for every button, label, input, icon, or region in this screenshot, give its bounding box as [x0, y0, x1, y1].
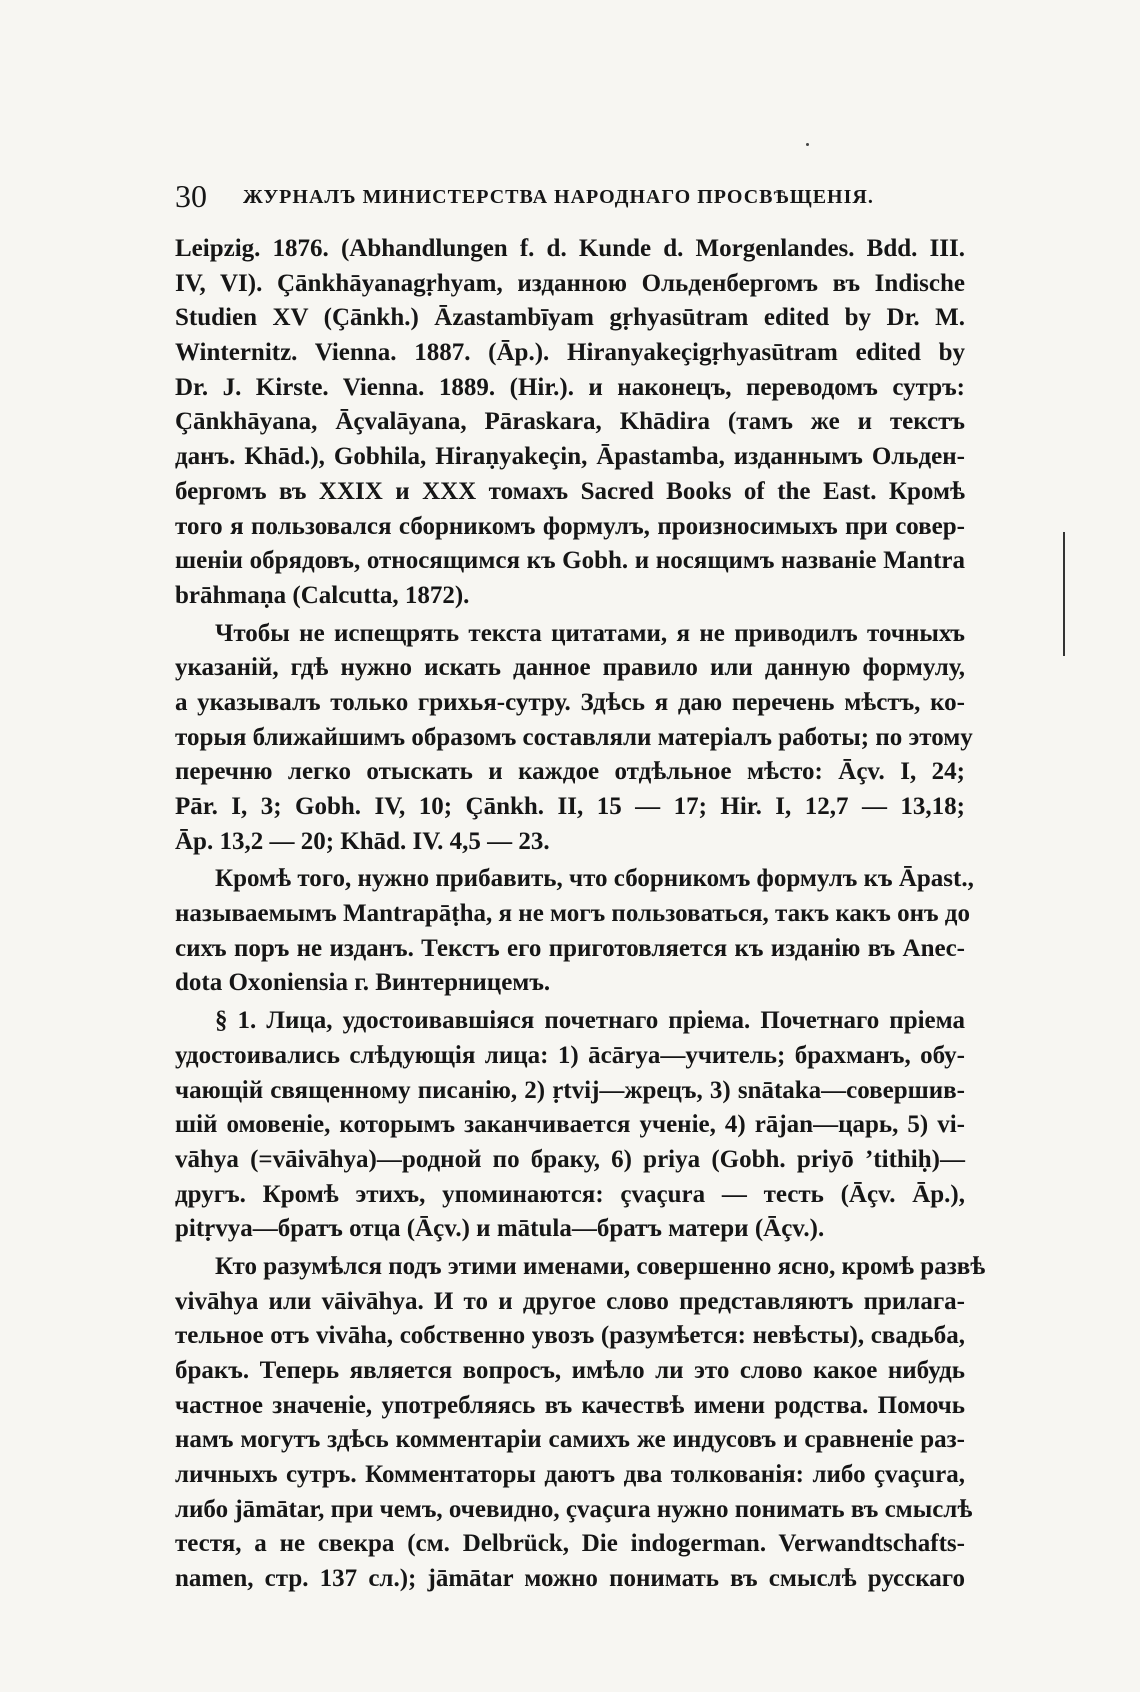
text-line: Studien XV (Çānkh.) Āzastambīyam gṛhyasūtram edited by Dr. M.: [175, 304, 965, 332]
text-line: IV, VI). Çānkhāyanagṛhyam, изданною Ольденбергомъ въ Indische: [175, 269, 965, 297]
text-line: Чтобы не испещрять текста цитатами, я не приводилъ точныхъ: [215, 619, 965, 647]
text-line: либо jāmātar, при чемъ, очевидно, çvaçura нужно понимать въ смыслѣ: [175, 1495, 973, 1523]
text-line: Çānkhāyana, Āçvalāyana, Pāraskara, Khādira (тамъ же и текстъ: [175, 408, 965, 436]
text-line: тельное отъ vivāha, собственно увозъ (разумѣется: невѣсты), свадьба,: [175, 1322, 965, 1350]
text-line: шій омовеніе, которымъ заканчивается ученіе, 4) rājan—царь, 5) vi-: [175, 1111, 965, 1139]
text-line: vāhya (=vāivāhya)—родной по браку, 6) priya (Gobh. priyō ’tithiḥ)—: [175, 1145, 965, 1173]
text-line: dota Oxoniensia г. Винтерницемъ.: [175, 969, 551, 997]
text-line: Dr. J. Kirste. Vienna. 1889. (Hir.). и наконецъ, переводомъ сутръ:: [175, 373, 965, 401]
margin-line-mark: [1063, 532, 1065, 656]
text-line: Winternitz. Vienna. 1887. (Āp.). Hiranyakeçigṛhyasūtram edited by: [175, 339, 965, 367]
text-line: бергомъ въ XXIX и XXX томахъ Sacred Books of the East. Кромѣ: [175, 477, 965, 505]
text-line: namen, стр. 137 сл.); jāmātar можно понимать въ смыслѣ русскаго: [175, 1565, 965, 1593]
paragraph: [175, 1250, 986, 1597]
text-line: brāhmaṇa (Calcutta, 1872).: [175, 581, 470, 609]
paragraph: [175, 232, 965, 614]
text-line: указаній, гдѣ нужно искать данное правило или данную формулу,: [175, 654, 965, 682]
text-line: Кромѣ того, нужно прибавить, что сборникомъ формулъ къ Āpast.,: [215, 865, 974, 893]
text-line: Leipzig. 1876. (Abhandlungen f. d. Kunde d. Morgenlandes. Bdd. III.: [175, 235, 965, 262]
text-line: другъ. Кромѣ этихъ, упоминаются: çvaçura — тесть (Āçv. Āp.),: [175, 1180, 965, 1208]
text-line: частное значеніе, употребляясь въ качествѣ имени родства. Помочь: [175, 1391, 965, 1419]
print-speck: [806, 143, 809, 146]
paragraph: [175, 1004, 965, 1247]
text-line: называемымъ Mantrapāṭha, я не могъ пользоваться, такъ какъ онъ до: [175, 900, 970, 928]
text-line: Pār. I, 3; Gobh. IV, 10; Çānkh. II, 15 — 17; Hir. I, 12,7 — 13,18;: [175, 793, 965, 820]
text-line: торыя ближайшимъ образомъ составляли матеріалъ работы; по этому: [175, 723, 973, 751]
text-line: шеніи обрядовъ, относящимся къ Gobh. и носящимъ названіе Mantra: [175, 547, 965, 575]
running-title: ЖУРНАЛЪ МИНИСТЕРСТВА НАРОДНАГО ПРОСВѢЩЕНІЯ.: [243, 186, 874, 208]
body-text: [175, 232, 986, 1597]
text-line: перечню легко отыскать и каждое отдѣльное мѣсто: Āçv. I, 24;: [175, 758, 965, 786]
text-line: намъ могутъ здѣсь комментаріи самихъ же индусовъ и сравненіе раз-: [175, 1426, 965, 1454]
text-line: pitṛvya—братъ отца (Āçv.) и mātula—братъ матери (Āçv.).: [175, 1215, 825, 1243]
text-line: Āp. 13,2 — 20; Khād. IV. 4,5 — 23.: [175, 827, 550, 855]
text-line: чающій священному писанію, 2) ṛtvij—жрецъ, 3) snātaka—совершив-: [175, 1076, 965, 1104]
paragraph: [175, 617, 973, 860]
section-heading-line: § 1. Лица, удостоивавшіяся почетнаго пріема. Почетнаго пріема: [215, 1007, 965, 1035]
text-line: личныхъ сутръ. Комментаторы даютъ два толкованія: либо çvaçura,: [175, 1461, 965, 1489]
page-number: 30: [175, 178, 207, 214]
text-line: бракъ. Теперь является вопросъ, имѣло ли это слово какое нибудь: [175, 1357, 965, 1384]
text-line: удостоивались слѣдующія лица: 1) ācārya—учитель; брахманъ, обу-: [175, 1041, 965, 1069]
text-line: того я пользовался сборникомъ формулъ, произносимыхъ при совер-: [175, 512, 965, 540]
text-line: тестя, а не свекра (см. Delbrück, Die indogerman. Verwandtschafts-: [175, 1530, 965, 1558]
text-line: vivāhya или vāivāhya. И то и другое слово представляютъ прилага-: [175, 1287, 965, 1315]
text-line: Кто разумѣлся подъ этими именами, совершенно ясно, кромѣ развѣ: [215, 1252, 986, 1280]
paragraph: [175, 862, 974, 1001]
text-line: сихъ поръ не изданъ. Текстъ его приготовляется къ изданію въ Anec-: [175, 934, 965, 962]
text-line: данъ. Khād.), Gobhila, Hiraṇyakeçin, Āpastamba, изданнымъ Ольден-: [175, 443, 965, 471]
page-header: [175, 176, 975, 216]
text-line: а указывалъ только грихья-сутру. Здѣсь я даю перечень мѣстъ, ко-: [175, 688, 965, 716]
